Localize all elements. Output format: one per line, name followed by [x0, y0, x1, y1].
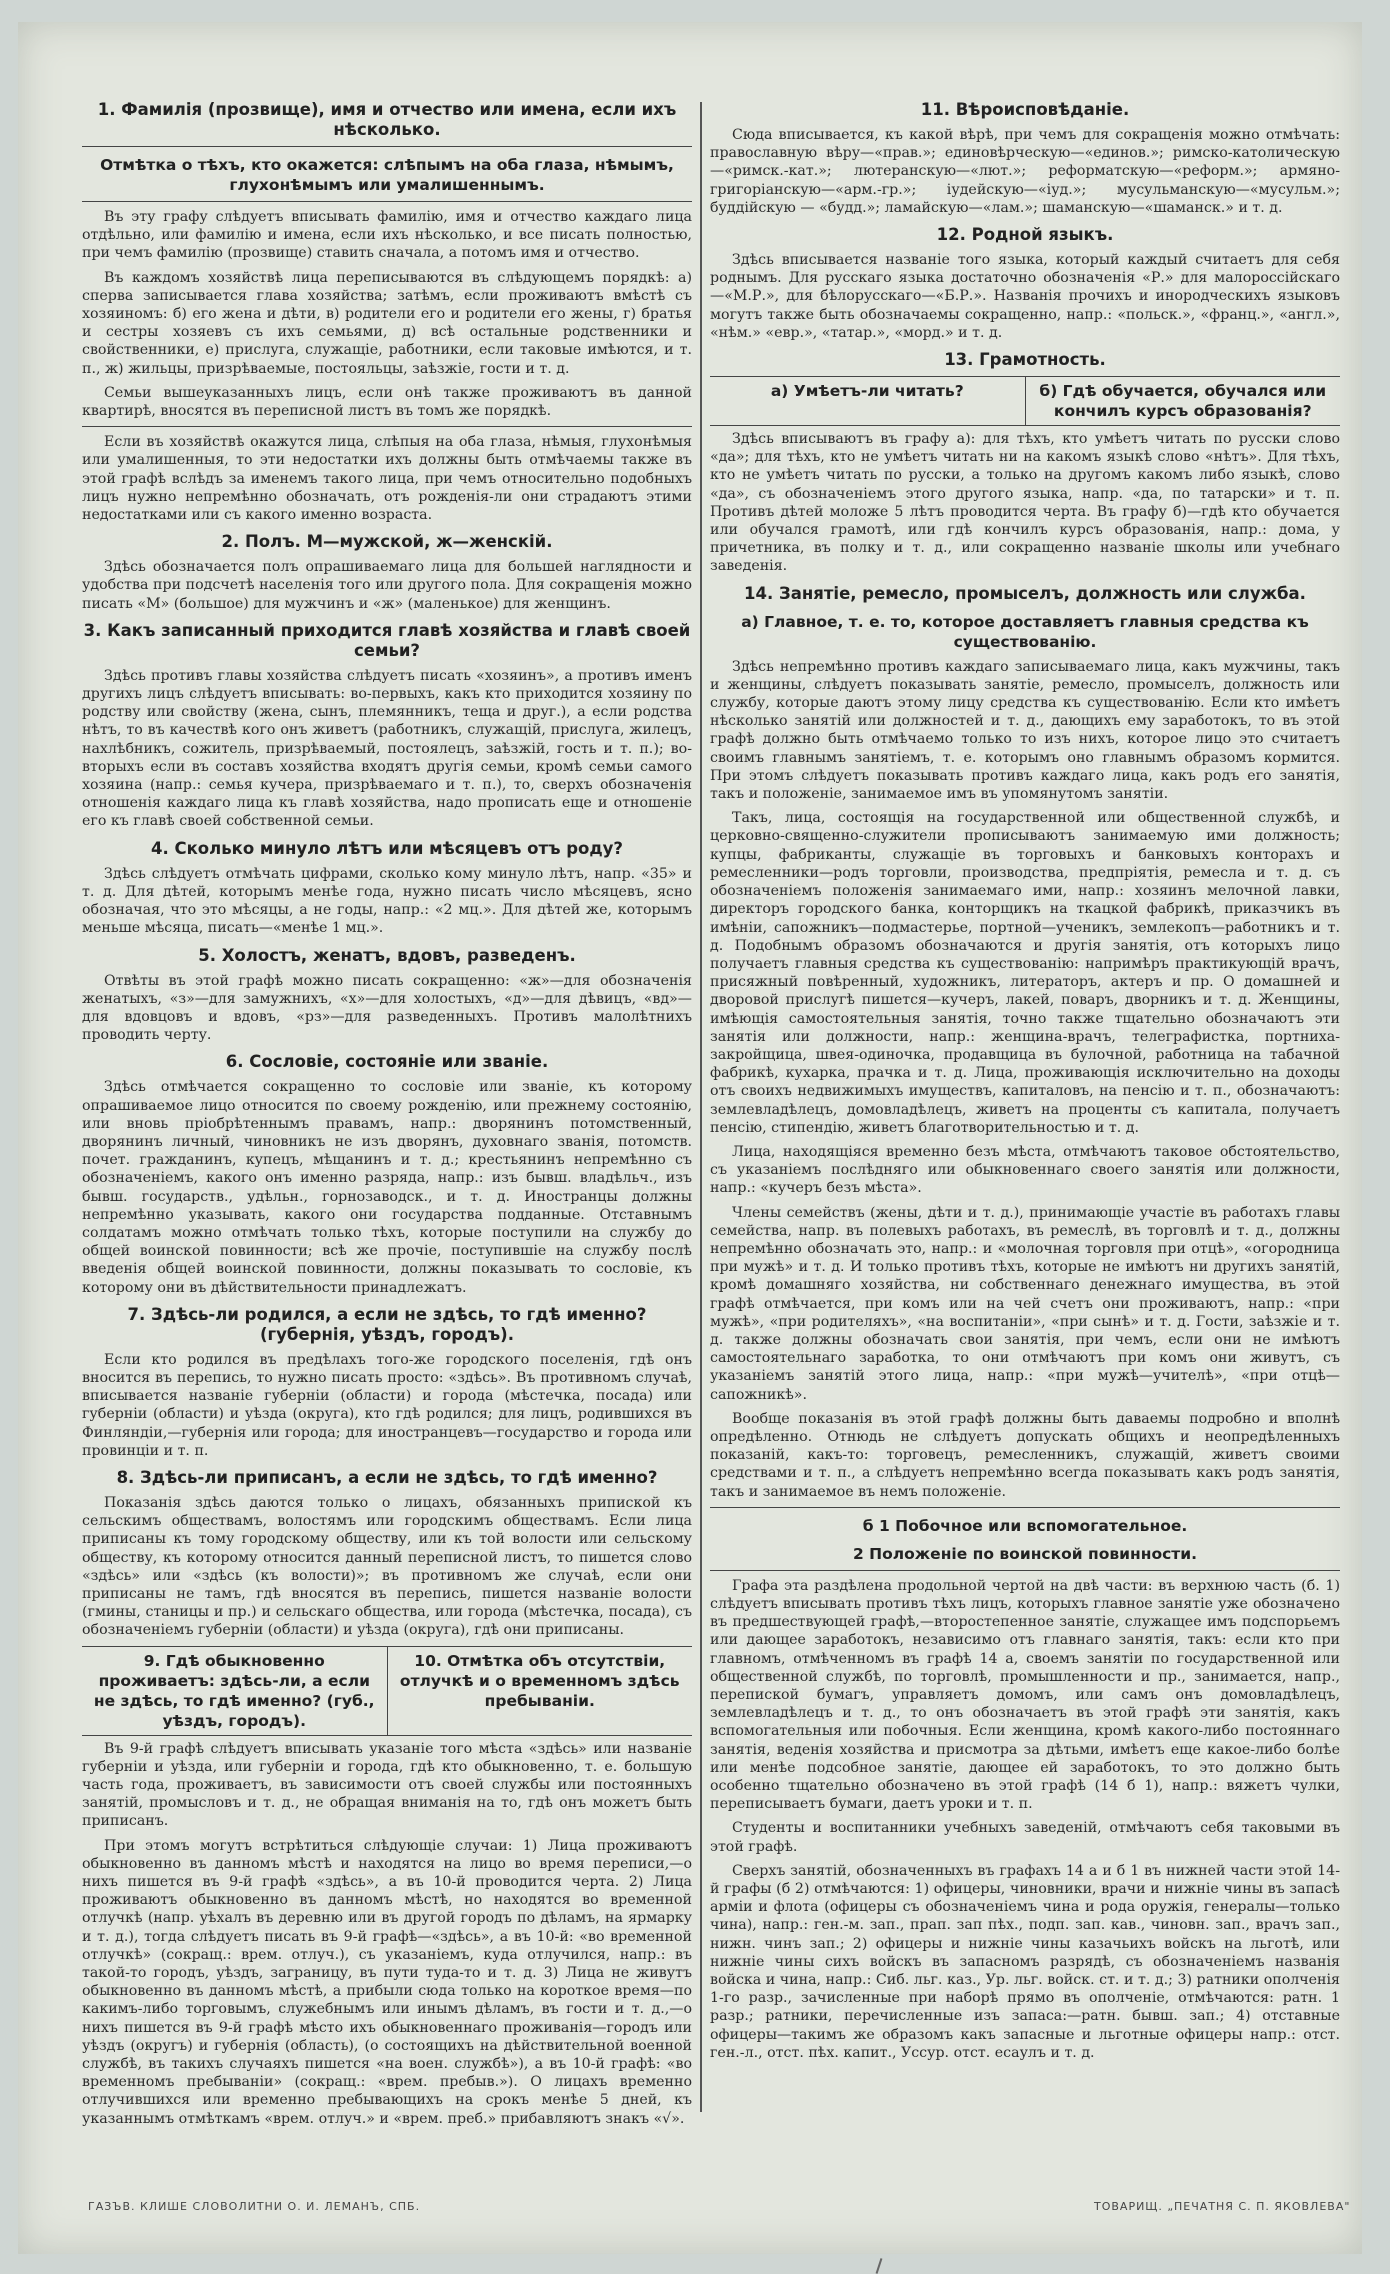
section-1-subheading: Отмѣтка о тѣхъ, кто окажется: слѣпымъ на оба глаза, нѣмымъ, глухонѣмымъ или умалишеннымъ.: [100, 156, 674, 194]
section-5-heading: 5. Холостъ, женатъ, вдовъ, разведенъ.: [198, 945, 576, 965]
paragraph: Здѣсь обозначается полъ опрашиваемаго лица для большей наглядности и удобства при подсчетѣ населенія того или другого пола. Для сокращенія можно писать «М» (большое) для мужчинъ и «ж» (маленькое) для женщинъ.: [82, 559, 692, 612]
section-13-subheader: [710, 376, 1340, 426]
paragraph: Здѣсь вписываютъ въ графу а): для тѣхъ, кто умѣетъ читать по русски слово «да»; для тѣхъ, кто не умѣетъ читать ни на какомъ языкѣ слово «нѣтъ». Для тѣхъ, кто не умѣетъ читать по русски, а только на другомъ какомъ либо языкѣ, слово «да», съ обозначеніемъ этого другого языка, напр. «да, по татарски» и т. п. Противъ дѣтей моложе 5 лѣтъ проводится черта. Въ графу б)—гдѣ кто обучается или обучался грамотѣ, или гдѣ кончилъ курсъ образованія, напр.: дома, у причетника, въ полку и т. д., или сокращенно названіе школы или учебнаго заведенія.: [710, 431, 1340, 575]
divider: [82, 201, 692, 202]
section-13-heading: 13. Грамотность.: [944, 350, 1106, 370]
column-divider: [700, 102, 702, 2112]
paragraph: Здѣсь отмѣчается сокращенно то сословіе или званіе, къ которому опрашиваемое лицо относится по своему рожденію, или прежнему состоянію, или вновь пріобрѣтеннымъ правамъ, напр.: дворянинъ потомственный, дворянинъ личный, чиновникъ не изъ дворянъ, духовнаго званія, потомств. почет. гражданинъ, купецъ, мѣщанинъ и т. д.; крестьянинъ непремѣнно съ обозначеніемъ, какого онъ именно разряда, напр.: изъ бывш. владѣльч., изъ бывш. государств., удѣльн., горнозаводск., и т. д. Иностранцы должны непремѣнно указывать, какого они государства подданные. Отставнымъ солдатамъ можно отмѣчать только тѣхъ, которые поступили на службу до общей воинской повинности; всѣ же прочіе, поступившіе на службу послѣ введенія общей воинской повинности, должны показывать то сословіе, къ которому они въ дѣйствительности принадлежатъ.: [82, 1079, 692, 1296]
paragraph: Здѣсь непремѣнно противъ каждаго записываемаго лица, какъ мужчины, такъ и женщины, слѣдуетъ показывать занятіе, ремесло, промыселъ, должность или службу, которые даютъ этому лицу средства къ существованію. Если кто имѣетъ нѣсколько занятій или должностей и т. д., дающихъ ему заработокъ, то въ этой графѣ должно быть отмѣчаемо только то изъ нихъ, которое лицо это считаетъ своимъ главнымъ занятіемъ, т. е. которымъ оно главнымъ образомъ кормится. При этомъ слѣдуетъ показывать противъ каждаго лица, какъ родъ его занятія, такъ и положеніе, занимаемое имъ въ упомянутомъ занятіи.: [710, 658, 1340, 803]
paragraph: Здѣсь слѣдуетъ отмѣчать цифрами, сколько кому минуло лѣтъ, напр. «35» и т. д. Для дѣтей, которымъ менѣе года, нужно писать число мѣсяцевъ, ясно обозначая, что это мѣсяцы, а не годы, напр.: «2 мц.». Для дѣтей же, которымъ меньше мѣсяца, писать—«менѣе 1 мц.».: [82, 865, 692, 937]
paragraph: Такъ, лица, состоящія на государственной или общественной службѣ, и церковно-священно-служители прописываютъ занимаемую ими должность; купцы, фабриканты, служащіе въ торговыхъ и банковыхъ конторахъ и ремесленники—родъ торговли, производства, предпріятія, ремесла и т. д. съ обозначеніемъ положенія занимаемаго ими, напр.: хозяинъ мелочной лавки, директоръ городского банка, конторщикъ на ткацкой фабрикѣ, приказчикъ въ имѣніи, сапожникъ—подмастерье, портной—ученикъ, землекопъ—работникъ и т. д. Подобнымъ образомъ обозначаются и другія занятія, отъ которыхъ лицо получаетъ главныя средства къ существованію: напримѣръ практикующій врачъ, присяжный повѣренный, художникъ, литераторъ, актеръ и пр. О домашней и дворовой прислугѣ пишется—кучеръ, лакей, поваръ, дворникъ и т. д. Женщины, имѣющія самостоятельныя занятія, точно также тщательно обозначаютъ эти занятія или должности, напр.: женщина-врачъ, телеграфистка, портниха-закройщица, швея-одиночка, продавщица въ булочной, работница на табачной фабрикѣ, кухарка, прачка и т. д. Лица, проживающія исключительно на доходы отъ своихъ недвижимыхъ имуществъ, капиталовъ, на пенсію и т. п., обозначаютъ: землевладѣлецъ, домовладѣлецъ, живетъ на проценты съ капитала, получаетъ пенсію, стипендію, живетъ благотворительностью и т. д.: [710, 810, 1340, 1136]
paragraph: Семьи вышеуказанныхъ лицъ, если онѣ также проживаютъ въ данной квартирѣ, вносятся въ переписной листъ въ томъ же порядкѣ.: [82, 384, 692, 420]
section-13b-heading: б) Гдѣ обучается, обучался или кончилъ курсъ образованія?: [1039, 382, 1327, 421]
paragraph: Если кто родился въ предѣлахъ того-же городского поселенія, гдѣ онъ вносится въ перепись, то нужно писать просто: «здѣсь». Въ противномъ случаѣ, вписывается названіе губерніи (области) и города (мѣстечка, посада) или губерніи (области) и уѣзда (округа), кто гдѣ родился; для лицъ, родившихся въ Финляндіи,—губернія или города; для иностранцевъ—государство и города или провинціи и т. п.: [82, 1351, 692, 1459]
section-3-heading: 3. Какъ записанный приходится главѣ хозяйства и главѣ своей семьи?: [83, 620, 691, 660]
paragraph: Сверхъ занятій, обозначенныхъ въ графахъ 14 а и б 1 въ нижней части этой 14-й графы (б 2) отмѣчаются: 1) офицеры, чиновники, врачи и нижніе чины въ запасѣ арміи и флота (офицеры съ обозначеніемъ чина и рода оружія, генералы—только чина), напр.: ген.-м. зап., прап. зап пѣх., подп. зап. кав., чиновн. зап., врачъ зап., нижн. чинъ зап.; 2) офицеры и нижніе чины казачьихъ войскъ на льготѣ, или нижніе чины сихъ войскъ въ запасномъ разрядѣ, съ обозначеніемъ названія войска и чина, напр.: Сиб. льг. каз., Ур. льг. войск. ст. и т. д.; 3) ратники ополченія 1-го разр., зачисленные при наборѣ прямо въ ополченіе, отмѣчаются: ратн. 1 разр.; ратники, перечисленные изъ запаса:—ратн. бывш. зап.; 4) отставные офицеры—такимъ же образомъ какъ запасные и льготные офицеры напр.: отст. ген.-л., отст. пѣх. капит., Уссур. отст. есаулъ и т. д.: [710, 1862, 1340, 2061]
paragraph: Здѣсь противъ главы хозяйства слѣдуетъ писать «хозяинъ», а противъ именъ другихъ лицъ слѣдуетъ вписывать: во-первыхъ, какъ кто приходится хозяину по родству или свойству (жена, сынъ, племянникъ, теща и друг.), а если родства нѣтъ, то въ качествѣ кого онъ живетъ (работникъ, служащій, прислуга, жилецъ, нахлѣбникъ, сожитель, призрѣваемый, постоялецъ, заѣзжій, гость и т. п.); во-вторыхъ если въ составъ хозяйства входятъ другія семьи, кромѣ семьи самого хозяина (напр.: семья кучера, призрѣваемаго и т. п.), то, сверхъ обозначенія отношенія каждаго лица къ главѣ хозяйства, надо прописать еще и отношеніе его къ главѣ своей собственной семьи.: [82, 667, 692, 830]
paragraph: Студенты и воспитанники учебныхъ заведеній, отмѣчаютъ себя таковыми въ этой графѣ.: [710, 1820, 1340, 1855]
paragraph: Если въ хозяйствѣ окажутся лица, слѣпыя на оба глаза, нѣмыя, глухонѣмыя или умалишенныя, то эти недостатки ихъ должны быть отмѣчаемы также въ этой графѣ вслѣдъ за именемъ такого лица, при чемъ относительно подобныхъ лицъ нужно непремѣнно обозначать, отъ рожденія-ли они страдаютъ этими недостатками или съ какого именно возраста.: [82, 434, 692, 524]
paragraph: Въ каждомъ хозяйствѣ лица переписываются въ слѣдующемъ порядкѣ: а) сперва записывается глава хозяйства; затѣмъ, если проживаютъ вмѣстѣ съ хозяиномъ: б) его жена и дѣти, в) родители его и родители его жены, г) братья и сестры хозяевъ съ ихъ семьями, д) всѣ остальные родственники и свойственники, е) прислуга, служащіе, работники, если таковые имѣются, и т. п., ж) жильцы, призрѣваемые, постояльцы, заѣзжіе, гости и т. д.: [82, 269, 692, 377]
paragraph: Графа эта раздѣлена продольной чертой на двѣ части: въ верхнюю часть (б. 1) слѣдуетъ вписывать противъ тѣхъ лицъ, которыхъ главное занятіе уже обозначено въ предшествующей графѣ,—второстепенное занятіе, служащее имъ подспорьемъ или дающее заработокъ, независимо отъ главнаго занятія, такъ: если кто при главномъ, отмѣченномъ въ графѣ 14 а, своемъ занятіи по государственной или общественной службѣ, по торговлѣ, промышленности и пр., занимается, напр., перепиской бумагъ, управляетъ домомъ, или самъ онъ домовладѣлецъ, землевладѣлецъ и т. д., то онъ обозначаетъ въ этой графѣ эти занятія, какъ вспомогательныя или побочныя. Если женщина, кромѣ какого-либо постояннаго занятія, веденія хозяйства и присмотра за дѣтьми, имѣетъ еще какое-либо болѣе или менѣе подсобное занятіе, дающее ей заработокъ, то это должно быть особенно тщательно обозначено въ этой графѣ (14 б 1), напр.: вяжетъ чулки, переписываетъ бумаги, даетъ уроки и т. п.: [710, 1577, 1340, 1813]
paragraph: Отвѣты въ этой графѣ можно писать сокращенно: «ж»—для обозначенія женатыхъ, «з»—для замужнихъ, «х»—для холостыхъ, «д»—для дѣвицъ, «вд»—для вдовцовъ и вдовъ, «рз»—для разведенныхъ. Противъ малолѣтнихъ проводить черту.: [82, 972, 692, 1044]
paragraph: Показанія здѣсь даются только о лицахъ, обязанныхъ припиской къ сельскимъ обществамъ, волостямъ или городскимъ обществамъ. Если лица приписаны къ тому городскому обществу, или къ той волости или сельскому обществу, къ которому относится данный переписной листъ, то пишется слово «здѣсь» или «здѣсь (къ волости)»; въ противномъ же случаѣ, если они приписаны не тамъ, гдѣ вносятся въ перепись, пишется названіе волости (гмины, станицы и пр.) и сельскаго общества, или города (мѣстечка, посада), съ обозначеніемъ губерніи (области) и уѣзда (округа), гдѣ они приписаны.: [82, 1494, 692, 1639]
section-1-heading: 1. Фамилія (прозвище), имя и отчество или имена, если ихъ нѣсколько.: [97, 100, 677, 139]
section-9-heading: 9. Гдѣ обыкновенно проживаетъ: здѣсь-ли, а если не здѣсь, то гдѣ именно? (губ., уѣздъ, городъ).: [93, 1651, 375, 1730]
section-10-heading: 10. Отмѣтка объ отсутствіи, отлучкѣ и о временномъ здѣсь пребываніи.: [399, 1651, 680, 1710]
section-14b2-heading: 2 Положеніе по воинской повинности.: [852, 1544, 1198, 1563]
pen-mark: [876, 2258, 883, 2274]
section-6-heading: 6. Сословіе, состояніе или званіе.: [225, 1052, 549, 1072]
section-2-heading: 2. Полъ. М—мужской, ж—женскій.: [221, 532, 553, 552]
footer-right: ТОВАРИЩ. „ПЕЧАТНЯ С. П. ЯКОВЛЕВА": [1094, 2200, 1351, 2213]
section-8-heading: 8. Здѣсь-ли приписанъ, а если не здѣсь, то гдѣ именно?: [116, 1467, 658, 1487]
section-12-heading: 12. Родной языкъ.: [936, 225, 1114, 245]
section-14b1-heading: б 1 Побочное или вспомогательное.: [862, 1516, 1188, 1535]
section-14a-heading: а) Главное, т. е. то, которое доставляетъ главныя средства къ существованію.: [741, 612, 1309, 651]
paragraph: При этомъ могутъ встрѣтиться слѣдующіе случаи: 1) Лица проживаютъ обыкновенно въ данномъ мѣстѣ и находятся на лицо во время переписи,—о нихъ пишется въ 9-й графѣ «здѣсь», а въ 10-й проводится черта. 2) Лица проживаютъ обыкновенно въ данномъ мѣстѣ, но находятся во временной отлучкѣ (напр. уѣхалъ въ деревню или въ другой городъ по дѣламъ, на ярмарку и т. д.), тогда слѣдуетъ писать въ 9-й графѣ—«здѣсь», а въ 10-й: «во временной отлучкѣ» (сокращ.: врем. отлуч.), съ указаніемъ, куда отлучился, напр.: въ такой-то городъ, уѣздъ, заграницу, въ пути туда-то и т. д. 3) Лица не живутъ обыкновенно въ данномъ мѣстѣ, а прибыли сюда только на короткое время—по какимъ-либо торговымъ, служебнымъ или инымъ дѣламъ, въ гости и т. д.,—о нихъ пишется въ 9-й графѣ мѣсто ихъ обыкновеннаго проживанія—городъ или уѣздъ (округъ) и губернія (область), (о состоящихъ на дѣйствительной военной службѣ, въ такихъ случаяхъ пишется «на воен. службѣ»), а въ 10-й графѣ: «во временномъ пребываніи» (сокращ.: «врем. пребыв.»). О лицахъ временно отлучившихся или временно пребывающихъ на срокъ менѣе 5 дней, къ указаннымъ отмѣткамъ «врем. отлуч.» и «врем. преб.» прибавляютъ знакъ «√».: [82, 1837, 692, 2127]
paragraph: Здѣсь вписывается названіе того языка, который каждый считаетъ для себя роднымъ. Для русскаго языка достаточно обозначенія «Р.» для малороссійскаго—«М.Р.», для бѣлорусскаго—«Б.Р.». Названія прочихъ и инородческихъ языковъ могутъ также быть обозначаемы сокращенно, напр.: «польск.», «франц.», «англ.», «нѣм.» «евр.», «татар.», «морд.» и т. д.: [710, 252, 1340, 341]
divider: [82, 146, 692, 147]
paragraph: Въ эту графу слѣдуетъ вписывать фамилію, имя и отчество каждаго лица отдѣльно, или фамилію и имена, если ихъ нѣсколько, и все писать полностью, при чемъ фамилію (прозвище) ставить сначала, а потомъ имя и отчество.: [82, 209, 692, 262]
paragraph: Вообще показанія въ этой графѣ должны быть даваемы подробно и вполнѣ опредѣленно. Отнюдь не слѣдуетъ допускать общихъ и неопредѣленныхъ показаній, какъ-то: торговецъ, ремесленникъ, служащій, живетъ своими средствами и т. п., а слѣдуетъ непремѣнно всегда показывать какъ родъ занятія, такъ и занимаемое въ немъ положеніе.: [710, 1410, 1340, 1500]
section-11-heading: 11. Вѣроисповѣданіе.: [920, 100, 1130, 119]
divider: [710, 1570, 1340, 1571]
section-13a-heading: а) Умѣетъ-ли читать?: [770, 382, 964, 401]
paragraph: Лица, находящіяся временно безъ мѣста, отмѣчаютъ таковое обстоятельство, съ указаніемъ послѣдняго или обыкновеннаго своего занятія или должности, напр.: «кучеръ безъ мѣста».: [710, 1143, 1340, 1197]
section-7-heading: 7. Здѣсь-ли родился, а если не здѣсь, то гдѣ именно? (губернія, уѣздъ, городъ).: [127, 1304, 647, 1344]
paragraph: Въ 9-й графѣ слѣдуетъ вписывать указаніе того мѣста «здѣсь» или названіе губерніи и уѣзда, или губерніи и города, гдѣ кто обыкновенно, т. е. большую часть года, проживаетъ, въ зависимости отъ своей службы или постоянныхъ занятій, промысловъ и т. д., не обращая вниманія на то, гдѣ онъ можетъ быть приписанъ.: [82, 1740, 692, 1830]
paragraph: Сюда вписывается, къ какой вѣрѣ, при чемъ для сокращенія можно отмѣчать: православную вѣру—«прав.»; единовѣрческую—«единов.»; римско-католическую—«римск.-кат.»; лютеранскую—«лют.»; реформатскую—«реформ.»; армяно-григоріанскую—«арм.-гр.»; іудейскую—«іуд.»; мусульманскую—«мусульм.»; буддійскую — «будд.»; ламайскую—«лам.»; шаманскую—«шаманск.» и т. д.: [710, 127, 1340, 216]
right-column: [710, 92, 1340, 2092]
left-column: [82, 92, 692, 2127]
census-instruction-sheet: [18, 22, 1362, 2254]
divider: [82, 426, 692, 427]
section-14-heading: 14. Занятіе, ремесло, промыселъ, должность или служба.: [744, 583, 1306, 603]
section-4-heading: 4. Сколько минуло лѣтъ или мѣсяцевъ отъ роду?: [150, 838, 624, 858]
divider: [710, 1507, 1340, 1508]
paragraph: Члены семействъ (жены, дѣти и т. д.), принимающіе участіе въ работахъ главы семейства, напр. въ полевыхъ работахъ, въ ремеслѣ, въ торговлѣ и т. д., должны непремѣнно обозначать это, напр.: и «молочная торговля при отцѣ», «огородница при мужѣ» и т. д. И только противъ тѣхъ, которые не имѣютъ ни другихъ занятій, кромѣ домашняго хозяйства, ни собственнаго денежнаго имущества, въ этой графѣ отмѣчается, при комъ или на чей счетъ они проживаютъ, напр.: «при мужѣ», «при родителяхъ», «на воспитаніи», «при сынѣ» и т. д. Гости, заѣзжіе и т. д. также должны обозначать свои занятія, при чемъ, если они не имѣютъ самостоятельнаго заработка, то они отмѣчаютъ при комъ они живутъ, съ указаніемъ занятій этого лица, напр.: «при мужѣ—учителѣ», «при отцѣ—сапожникѣ».: [710, 1204, 1340, 1403]
footer-left: ГАЗЪВ. КЛИШЕ СЛОВОЛИТНИ О. И. ЛЕМАНЪ, СПБ.: [88, 2200, 421, 2213]
sections-9-10-header: [82, 1646, 692, 1736]
